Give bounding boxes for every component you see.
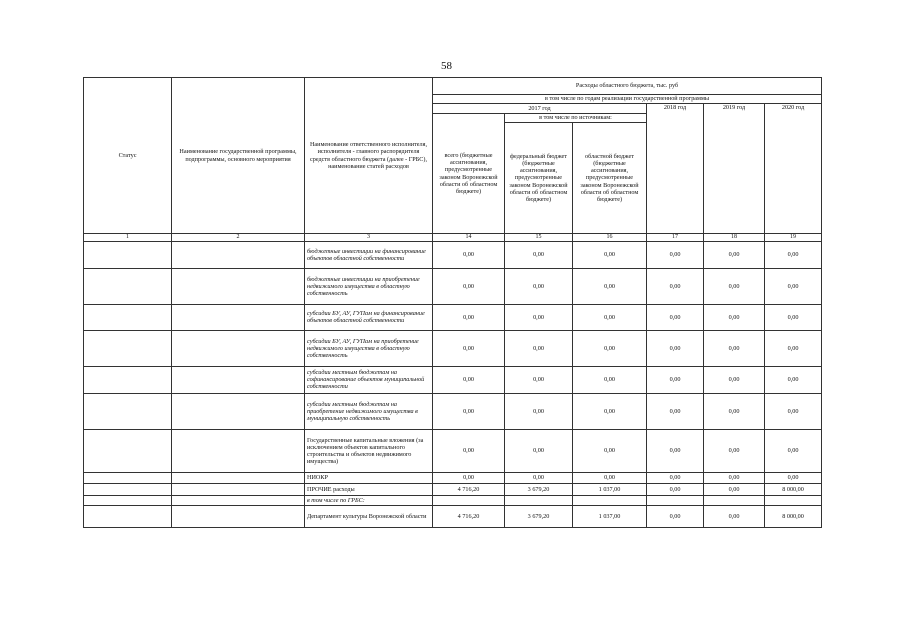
header-federal: федеральный бюджет (бюджетные ассигнования, предусмотренные законом Воронежской области об областном бюджете) (505, 123, 573, 234)
header-total: всего (бюджетные ассигнования, предусмотренные законом Воронежской области об областном бюджете) (433, 114, 505, 234)
value-cell: 0,00 (505, 304, 573, 330)
value-cell: 4 716,20 (433, 483, 505, 495)
status-cell (84, 304, 172, 330)
col-num: 18 (704, 234, 765, 242)
col-num: 15 (505, 234, 573, 242)
expense-item-name: субсидии местным бюджетам на софинансирование объектов муниципальной собственности (305, 366, 433, 393)
value-cell: 0,00 (704, 505, 765, 527)
header-by-years: в том числе по годам реализации государственной программы (433, 95, 822, 104)
value-cell: 0,00 (704, 268, 765, 304)
col-num: 3 (305, 234, 433, 242)
value-cell: 0,00 (573, 366, 647, 393)
value-cell: 0,00 (433, 330, 505, 366)
value-cell: 4 716,20 (433, 505, 505, 527)
table-row (84, 495, 822, 505)
expense-item-name: Департамент культуры Воронежской области (305, 505, 433, 527)
program-cell (172, 268, 305, 304)
table-row (84, 505, 822, 527)
value-cell: 0,00 (505, 330, 573, 366)
value-cell: 0,00 (647, 366, 704, 393)
col-num: 17 (647, 234, 704, 242)
value-cell: 0,00 (647, 505, 704, 527)
value-cell: 0,00 (505, 366, 573, 393)
value-cell: 0,00 (647, 472, 704, 483)
status-cell (84, 330, 172, 366)
value-cell (433, 495, 505, 505)
program-cell (172, 483, 305, 495)
value-cell: 0,00 (704, 366, 765, 393)
col-num: 1 (84, 234, 172, 242)
page-number: 58 (441, 60, 452, 72)
data-rows (84, 241, 822, 527)
status-cell (84, 505, 172, 527)
header-regional: областной бюджет (бюджетные ассигнования, предусмотренные законом Воронежской области об областном бюджете) (573, 123, 647, 234)
value-cell: 0,00 (704, 472, 765, 483)
expense-item-name: субсидии местным бюджетам на приобретение недвижимого имущества в муниципальную собственность (305, 393, 433, 429)
value-cell: 8 000,00 (765, 505, 822, 527)
value-cell: 0,00 (573, 268, 647, 304)
value-cell: 0,00 (573, 304, 647, 330)
col-num: 19 (765, 234, 822, 242)
value-cell: 0,00 (765, 330, 822, 366)
value-cell: 0,00 (647, 483, 704, 495)
value-cell: 0,00 (433, 304, 505, 330)
value-cell: 0,00 (573, 330, 647, 366)
expense-item-name: НИОКР (305, 472, 433, 483)
value-cell: 0,00 (765, 393, 822, 429)
program-cell (172, 241, 305, 268)
value-cell: 0,00 (704, 304, 765, 330)
table-row (84, 330, 822, 366)
header-program-name: Наименование государственной программы, подпрограммы, основного мероприятия (172, 78, 305, 234)
value-cell: 1 037,00 (573, 505, 647, 527)
expense-item-name: Государственные капитальные вложения (за исключением объектов капитального строительства и объектов недвижимого имущества) (305, 429, 433, 472)
value-cell: 0,00 (433, 429, 505, 472)
value-cell: 3 679,20 (505, 483, 573, 495)
value-cell (704, 495, 765, 505)
value-cell: 0,00 (704, 483, 765, 495)
value-cell: 0,00 (433, 472, 505, 483)
header-budget-expenses: Расходы областного бюджета, тыс. руб (433, 78, 822, 95)
value-cell (647, 495, 704, 505)
status-cell (84, 429, 172, 472)
header-by-sources: в том числе по источникам: (505, 114, 647, 123)
value-cell: 0,00 (704, 393, 765, 429)
table-row (84, 429, 822, 472)
table-row (84, 483, 822, 495)
value-cell (573, 495, 647, 505)
col-num: 2 (172, 234, 305, 242)
expense-item-name: бюджетные инвестиции на приобретение недвижимого имущества в областную собственность (305, 268, 433, 304)
value-cell: 0,00 (573, 429, 647, 472)
value-cell: 0,00 (765, 304, 822, 330)
program-cell (172, 472, 305, 483)
value-cell (765, 495, 822, 505)
status-cell (84, 483, 172, 495)
table-row (84, 393, 822, 429)
col-num: 16 (573, 234, 647, 242)
status-cell (84, 366, 172, 393)
value-cell: 1 037,00 (573, 483, 647, 495)
value-cell: 0,00 (573, 393, 647, 429)
value-cell: 3 679,20 (505, 505, 573, 527)
value-cell: 0,00 (765, 366, 822, 393)
value-cell: 0,00 (505, 268, 573, 304)
table-row (84, 241, 822, 268)
header-year-2020: 2020 год (765, 104, 822, 234)
col-num: 14 (433, 234, 505, 242)
program-cell (172, 330, 305, 366)
value-cell: 0,00 (765, 241, 822, 268)
value-cell: 0,00 (433, 366, 505, 393)
value-cell: 0,00 (505, 241, 573, 268)
column-number-row (84, 234, 822, 242)
status-cell (84, 268, 172, 304)
value-cell: 0,00 (647, 241, 704, 268)
program-cell (172, 366, 305, 393)
value-cell: 0,00 (505, 393, 573, 429)
value-cell: 8 000,00 (765, 483, 822, 495)
value-cell: 0,00 (765, 472, 822, 483)
table-row (84, 268, 822, 304)
header-year-2019: 2019 год (704, 104, 765, 234)
value-cell: 0,00 (505, 429, 573, 472)
value-cell: 0,00 (647, 429, 704, 472)
value-cell: 0,00 (433, 268, 505, 304)
header-year-2017: 2017 год (433, 104, 647, 114)
expense-item-name: в том числе по ГРБС: (305, 495, 433, 505)
program-cell (172, 495, 305, 505)
value-cell: 0,00 (573, 472, 647, 483)
expense-item-name: субсидии БУ, АУ, ГУПам на приобретение недвижимого имущества в областную собственность (305, 330, 433, 366)
table-row (84, 366, 822, 393)
status-cell (84, 495, 172, 505)
value-cell (505, 495, 573, 505)
table-row (84, 472, 822, 483)
program-cell (172, 429, 305, 472)
table-row (84, 304, 822, 330)
value-cell: 0,00 (704, 241, 765, 268)
program-cell (172, 304, 305, 330)
value-cell: 0,00 (433, 393, 505, 429)
program-cell (172, 505, 305, 527)
value-cell: 0,00 (765, 429, 822, 472)
value-cell: 0,00 (704, 429, 765, 472)
value-cell: 0,00 (573, 241, 647, 268)
status-cell (84, 393, 172, 429)
program-cell (172, 393, 305, 429)
expense-item-name: субсидии БУ, АУ, ГУПам на финансирование объектов областной собственности (305, 304, 433, 330)
value-cell: 0,00 (647, 268, 704, 304)
status-cell (84, 472, 172, 483)
value-cell: 0,00 (647, 393, 704, 429)
header-year-2018: 2018 год (647, 104, 704, 234)
value-cell: 0,00 (647, 330, 704, 366)
expense-item-name: ПРОЧИЕ расходы (305, 483, 433, 495)
value-cell: 0,00 (433, 241, 505, 268)
budget-table (83, 77, 822, 528)
header-executor: Наименование ответственного исполнителя, исполнителя - главного распорядителя средств областного бюджета (далее - ГРБС), наименование статей расходов (305, 78, 433, 234)
value-cell: 0,00 (647, 304, 704, 330)
value-cell: 0,00 (505, 472, 573, 483)
header-status: Статус (84, 78, 172, 234)
value-cell: 0,00 (704, 330, 765, 366)
status-cell (84, 241, 172, 268)
expense-item-name: бюджетные инвестиции на финансирование объектов областной собственности (305, 241, 433, 268)
value-cell: 0,00 (765, 268, 822, 304)
